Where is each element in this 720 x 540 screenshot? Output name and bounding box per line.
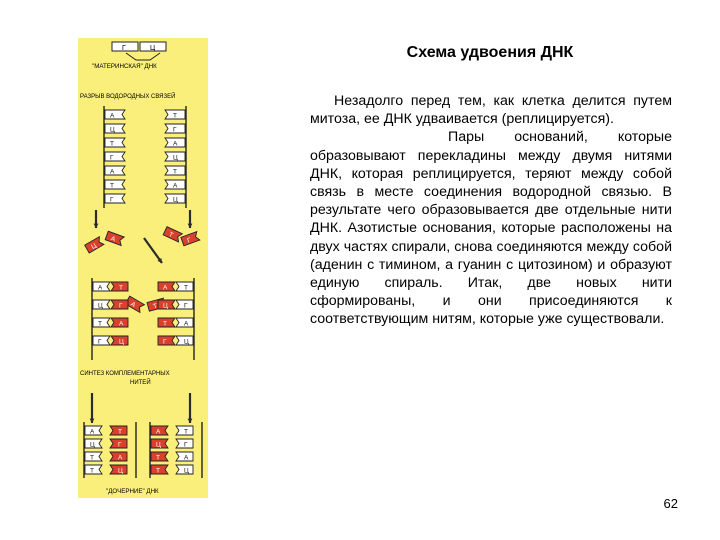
- middle-left-new-2-letter: А: [119, 320, 124, 328]
- parent-right-base-4-letter: Т: [173, 168, 177, 176]
- arrow-right-2: [188, 393, 193, 423]
- daughter-a-new-3-letter: Ц: [118, 467, 123, 475]
- top-pair-left-base: Г: [122, 45, 126, 52]
- daughter-b-new-0: [151, 426, 168, 436]
- parent-right-base-6: [165, 194, 185, 204]
- daughter-a-old-2-letter: Т: [90, 454, 94, 462]
- daughter-b-new-3: [151, 465, 168, 475]
- parent-left-base-2-letter: Т: [110, 140, 114, 148]
- free-nucleotide-0: [85, 237, 104, 254]
- middle-right-base-1: [176, 300, 193, 310]
- middle-left-new-0-letter: Т: [119, 284, 123, 292]
- top-pair-right-base: Ц: [150, 45, 156, 52]
- parent-right-base-0-letter: Т: [173, 112, 177, 120]
- parent-left-base-3: [105, 152, 125, 162]
- free-nucleotide-3: [181, 232, 200, 247]
- middle-right-new-0: [158, 282, 175, 292]
- slide-title: Схема удвоения ДНК: [406, 44, 574, 61]
- middle-right-new-1-letter: Ц: [163, 302, 168, 310]
- paragraph-2: Пары оснований, которые образовывают перекладины между двумя нитями ДНК, которая реплицируется, теряют между собой связь в месте соединения водородной связью. В результате чего образовывается две отдельные нити ДНК. Азотистые основания, которые расположены на двух частях спирали, снова соединяются между собой (аденин с тимином, а гуанин с цитозином) и образуют единую спираль. Итак, две новых нити сформированы, и они присоединяются к соответствующим нитям, которые уже существовали.: [310, 129, 672, 328]
- daughter-b-new-2-letter: Т: [156, 454, 160, 462]
- top-pair: [112, 42, 166, 52]
- middle-left-new-0: [111, 282, 128, 292]
- middle-left-new-2: [111, 318, 128, 328]
- free-nucleotide-2: [163, 227, 182, 243]
- parent-right-base-5: [165, 180, 185, 190]
- middle-right-new-3: [158, 336, 175, 346]
- label-synthesis-1: СИНТЕЗ КОМПЛЕМЕНТАРНЫХ: [80, 371, 170, 377]
- middle-left-new-1-letter: Г: [119, 302, 123, 310]
- middle-left-base-1-letter: Ц: [98, 302, 103, 310]
- label-daughter-dna: "ДОЧЕРНИЕ" ДНК: [106, 488, 159, 495]
- daughter-b-old-1-letter: Г: [184, 441, 188, 449]
- middle-right-base-3-letter: Ц: [184, 338, 189, 346]
- daughter-b-new-3-letter: Т: [156, 467, 160, 475]
- daughter-b-old-2: [176, 452, 193, 462]
- parent-left-base-6: [105, 194, 125, 204]
- parent-right-base-0: [165, 110, 185, 120]
- parent-left-base-1-letter: Ц: [110, 126, 115, 134]
- daughter-b-new-2: [151, 452, 168, 462]
- daughter-a-old-0-letter: А: [90, 428, 95, 436]
- daughter-a-new-2-letter: А: [118, 454, 123, 462]
- middle-right-new-3-letter: Г: [163, 338, 167, 346]
- arrow-right-1: [188, 210, 193, 228]
- parent-left-base-0-letter: А: [110, 112, 115, 120]
- free-base-0: [85, 237, 104, 254]
- parent-left-base-1: [105, 124, 125, 134]
- middle-right-new-2: [158, 318, 175, 328]
- daughter-b-old-2-letter: А: [184, 454, 189, 462]
- parent-right-base-1: [165, 124, 185, 134]
- daughter-a-old-1: [85, 439, 102, 449]
- daughter-a-old-2: [85, 452, 102, 462]
- parent-left-base-0: [105, 110, 125, 120]
- parent-left-base-2: [105, 138, 125, 148]
- middle-right-base-0: [176, 282, 193, 292]
- middle-ladder: [92, 278, 194, 360]
- daughter-a-new-0: [110, 426, 127, 436]
- middle-right-base-1-letter: Г: [184, 302, 188, 310]
- daughter-dnas: [84, 422, 202, 478]
- daughter-a-old-3-letter: Т: [90, 467, 94, 475]
- daughter-b-new-1: [151, 439, 168, 449]
- daughter-b-old-1: [176, 439, 193, 449]
- middle-left-base-1: [93, 300, 110, 310]
- free-base-5-letter: Т: [152, 302, 159, 311]
- paragraph-1: Незадолго перед тем, как клетка делится путем митоза, ее ДНК удваивается (реплицируется).: [310, 93, 672, 128]
- daughter-a-new-0-letter: Т: [118, 428, 122, 436]
- parent-right-base-4: [165, 166, 185, 176]
- dna-replication-figure: [78, 38, 208, 498]
- free-base-2: [163, 227, 182, 243]
- daughter-a-old-0: [85, 426, 102, 436]
- slide-body: [310, 92, 672, 329]
- parent-left-base-5: [105, 180, 125, 190]
- middle-left-base-0-letter: А: [98, 284, 103, 292]
- parent-right-base-3-letter: Ц: [173, 154, 178, 162]
- daughter-b-old-0-letter: Т: [184, 428, 188, 436]
- page-number: 62: [663, 496, 678, 511]
- parent-right-base-3: [165, 152, 185, 162]
- middle-left-base-0: [93, 282, 110, 292]
- free-base-3: [181, 232, 200, 247]
- parent-left-base-4-letter: А: [110, 168, 115, 176]
- middle-left-base-2: [93, 318, 110, 328]
- label-synthesis-2: НИТЕЙ: [130, 380, 151, 386]
- middle-left-new-3: [111, 336, 128, 346]
- middle-left-new-1: [111, 300, 128, 310]
- middle-left-base-2-letter: Т: [98, 320, 102, 328]
- parent-ladder: [104, 106, 186, 208]
- free-base-4-letter: А: [129, 300, 137, 310]
- middle-right-base-2-letter: А: [184, 320, 189, 328]
- daughter-a-old-1-letter: Ц: [90, 441, 95, 449]
- parent-left-base-5-letter: Т: [110, 182, 114, 190]
- free-base-3-letter: Г: [186, 236, 193, 245]
- middle-right-new-2-letter: Т: [163, 320, 167, 328]
- free-base-1: [105, 231, 124, 246]
- daughter-a-new-1: [110, 439, 127, 449]
- middle-left-base-3-letter: Г: [98, 338, 102, 346]
- top-bracket: [126, 53, 160, 60]
- parent-left-base-3-letter: Г: [110, 154, 114, 162]
- parent-right-base-2-letter: А: [173, 140, 178, 148]
- label-parent-dna: "МАТЕРИНСКАЯ" ДНК: [92, 63, 157, 70]
- middle-left-new-3-letter: Ц: [119, 338, 124, 346]
- middle-right-base-0-letter: Т: [184, 284, 188, 292]
- arrow-left-2: [90, 393, 95, 423]
- middle-right-base-2: [176, 318, 193, 328]
- free-base-1-letter: А: [109, 235, 117, 244]
- parent-right-base-2: [165, 138, 185, 148]
- middle-right-new-0-letter: А: [163, 284, 168, 292]
- daughter-a-new-1-letter: Г: [118, 441, 122, 449]
- daughter-b-new-1-letter: Ц: [156, 441, 161, 449]
- free-nucleotide-1: [105, 231, 124, 246]
- daughter-b-old-3: [176, 465, 193, 475]
- parent-right-base-1-letter: Г: [173, 126, 177, 134]
- parent-left-base-6-letter: Г: [110, 196, 114, 204]
- parent-right-base-5-letter: А: [173, 182, 178, 190]
- middle-right-base-3: [176, 336, 193, 346]
- label-break-bonds: РАЗРЫВ ВОДОРОДНЫХ СВЯЗЕЙ: [80, 94, 176, 100]
- daughter-b-old-0: [176, 426, 193, 436]
- arrow-left-1: [94, 210, 99, 228]
- free-base-0-letter: Ц: [90, 242, 98, 251]
- parent-right-base-6-letter: Ц: [173, 196, 178, 204]
- middle-left-base-3: [93, 336, 110, 346]
- daughter-a-old-3: [85, 465, 102, 475]
- daughter-b-new-0-letter: А: [156, 428, 161, 436]
- middle-right-new-1: [158, 300, 175, 310]
- daughter-b-old-3-letter: Ц: [184, 467, 189, 475]
- arrows: [90, 210, 193, 423]
- parent-left-base-4: [105, 166, 125, 176]
- daughter-a-new-2: [110, 452, 127, 462]
- daughter-a-new-3: [110, 465, 127, 475]
- free-base-2-letter: Т: [167, 231, 175, 240]
- arrow-middle-1: [144, 238, 162, 263]
